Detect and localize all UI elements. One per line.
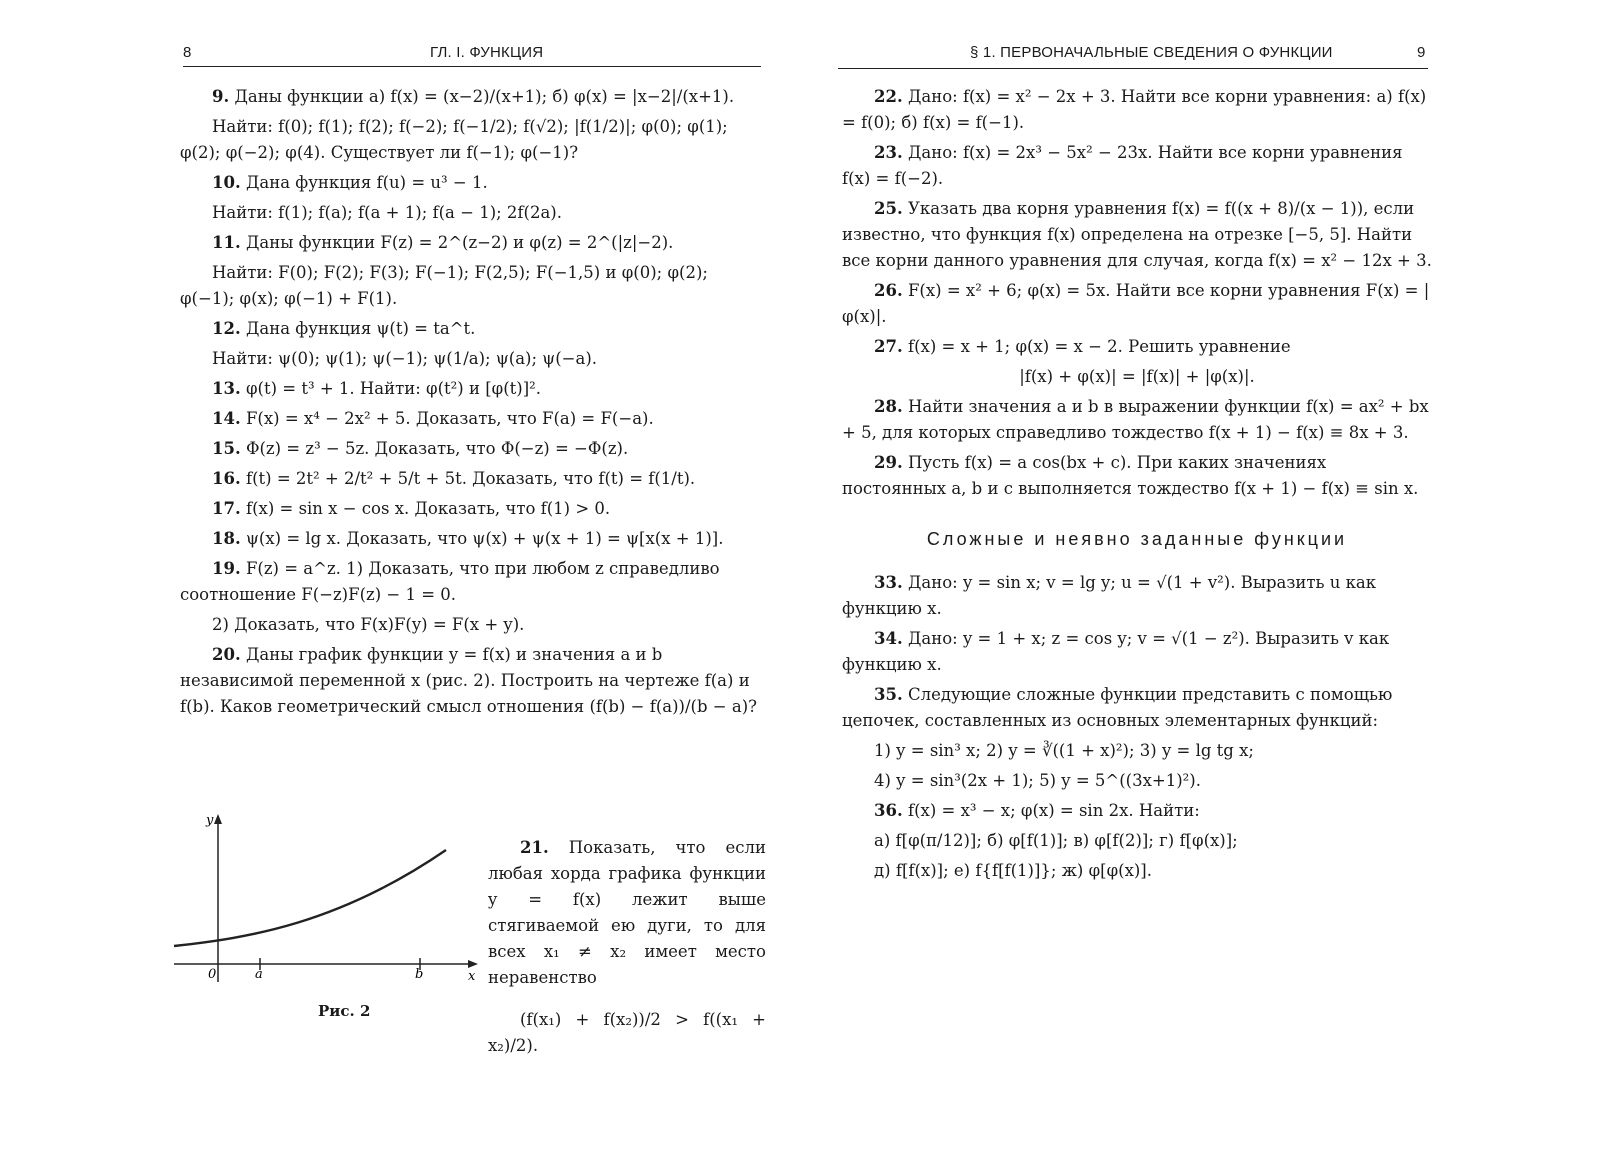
problem-number: 18. [212,529,241,548]
problem-text: |f(x) + φ(x)| = |f(x)| + |φ(x)|. [1019,367,1255,386]
problem-number: 22. [874,87,903,106]
problem-line [180,612,765,638]
problem-number: 23. [874,143,903,162]
problem-text: ψ(x) = lg x. Доказать, что ψ(x) + ψ(x + 1) = ψ[x(x + 1)]. [240,529,724,548]
problem-text: Дано: y = 1 + x; z = cos y; v = √(1 − z²). Выразить v как функцию x. [842,629,1390,674]
problem-text: (f(x₁) + f(x₂))/2 > f((x₁ + x₂)/2). [488,1010,766,1055]
problem-number: 26. [874,281,903,300]
problem-text: а) f[φ(π/12)]; б) φ[f(1)]; в) φ[f(2)]; г) f[φ(x)]; [874,831,1238,850]
problem-number: 14. [212,409,241,428]
problem-number: 29. [874,453,903,472]
problem-text: f(x) = sin x − cos x. Доказать, что f(1) > 0. [240,499,611,518]
b-label: b [415,967,424,982]
problem-line [842,278,1432,330]
header-rule-right [838,68,1428,69]
problem-text: Указать два корня уравнения f(x) = f((x + 8)/(x − 1)), если известно, что функция f(x) определена на отрезке [−5, 5]. Найти все корни данного уравнения для случая, когда f(x) = x² − 12x + 3. [842,199,1432,270]
problem-line [180,200,765,226]
problem-number: 33. [874,573,903,592]
problem-text: Даны функции F(z) = 2^(z−2) и φ(z) = 2^(|z|−2). [240,233,674,252]
problem-text: Пусть f(x) = a cos(bx + c). При каких значениях постоянных a, b и c выполняется тождество f(x + 1) − f(x) ≡ sin x. [842,453,1419,498]
problem-line [180,114,765,166]
problem-line [842,140,1432,192]
problem-number: 10. [212,173,241,192]
problem-text: Даны график функции y = f(x) и значения a и b независимой переменной x (рис. 2). Построить на чертеже f(a) и f(b). Каков геометрический смысл отношения (f(b) − f(a))/(b − a)? [180,645,757,716]
problem-text: Дана функция f(u) = u³ − 1. [240,173,488,192]
problem-number: 28. [874,397,903,416]
problem-number: 17. [212,499,241,518]
problem-text: f(x) = x³ − x; φ(x) = sin 2x. Найти: [902,801,1200,820]
problem-number: 9. [212,87,230,106]
problem-number: 20. [212,645,241,664]
problem-line [488,1007,766,1059]
problem-text: Найти: F(0); F(2); F(3); F(−1); F(2,5); F(−1,5) и φ(0); φ(2); φ(−1); φ(x); φ(−1) + F(1). [180,263,708,308]
problem-number: 15. [212,439,241,458]
problem-line [180,556,765,608]
figure-caption: Рис. 2 [318,1002,371,1020]
problem-number: 19. [212,559,241,578]
x-axis-label: x [468,969,476,984]
problem-text: Дано: f(x) = x² − 2x + 3. Найти все корни уравнения: а) f(x) = f(0); б) f(x) = f(−1). [842,87,1427,132]
problem-line [488,835,766,991]
origin-label: 0 [208,967,217,982]
problem-line [842,738,1432,764]
problem-21 [488,818,766,1076]
problem-text: Найти значения a и b в выражении функции f(x) = ax² + bx + 5, для которых справедливо тождество f(x + 1) − f(x) ≡ 8x + 3. [842,397,1429,442]
problem-line [180,230,765,256]
problem-line [842,858,1432,884]
problem-text: 4) y = sin³(2x + 1); 5) y = 5^((3x+1)²). [874,771,1201,790]
problem-text: Показать, что если любая хорда графика функции y = f(x) лежит выше стягиваемой ею дуги, то для всех x₁ ≠ x₂ имеет место неравенство [488,837,766,987]
problem-line [842,364,1432,390]
problem-line [842,798,1432,824]
problem-number: 13. [212,379,241,398]
problem-line [180,496,765,522]
problem-text: 2) Доказать, что F(x)F(y) = F(x + y). [212,615,525,634]
problem-line [180,376,765,402]
right-page [800,0,1600,1150]
x-axis-arrow [468,960,478,968]
function-curve [174,850,446,946]
problem-line [180,436,765,462]
y-axis-arrow [214,814,222,824]
left-problems [180,84,765,724]
problem-number: 36. [874,801,903,820]
problem-line [842,84,1432,136]
problem-number: 35. [874,685,903,704]
problem-line [842,768,1432,794]
problem-text: Φ(z) = z³ − 5z. Доказать, что Φ(−z) = −Φ(z). [240,439,629,458]
page-number-right: 9 [1417,44,1426,61]
problem-text: Дано: f(x) = 2x³ − 5x² − 23x. Найти все корни уравнения f(x) = f(−2). [842,143,1403,188]
problem-text: Найти: ψ(0); ψ(1); ψ(−1); ψ(1/a); ψ(a); ψ(−a). [212,349,598,368]
problem-text: д) f[f(x)]; е) f{f[f(1)]}; ж) φ[φ(x)]. [874,861,1152,880]
a-label: a [255,967,263,982]
problem-line [842,570,1432,622]
problem-text: Даны функции а) f(x) = (x−2)/(x+1); б) φ(x) = |x−2|/(x+1). [229,87,735,106]
problem-line [842,450,1432,502]
problem-line [842,626,1432,678]
problem-text: Дано: y = sin x; v = lg y; u = √(1 + v²). Выразить u как функцию x. [842,573,1377,618]
problem-number: 12. [212,319,241,338]
problem-line [180,260,765,312]
problem-line [180,406,765,432]
problem-text: F(z) = a^z. 1) Доказать, что при любом z справедливо соотношение F(−z)F(z) − 1 = 0. [180,559,720,604]
problem-line [842,682,1432,734]
running-head-left: ГЛ. I. ФУНКЦИЯ [430,44,544,61]
problem-text: Дана функция ψ(t) = ta^t. [240,319,476,338]
problem-line [180,466,765,492]
section-title: Сложные и неявно заданные функции [926,529,1348,549]
problem-line [180,316,765,342]
figure-2-graph [168,812,488,997]
right-problems [842,84,1432,888]
problem-number: 25. [874,199,903,218]
problem-text: 1) y = sin³ x; 2) y = ∛((1 + x)²); 3) y = lg tg x; [874,741,1254,760]
problem-number: 34. [874,629,903,648]
problem-number: 21. [520,837,549,857]
problem-text: φ(t) = t³ + 1. Найти: φ(t²) и [φ(t)]². [240,379,541,398]
problem-text: F(x) = x² + 6; φ(x) = 5x. Найти все корни уравнения F(x) = |φ(x)|. [842,281,1430,326]
problem-text: f(t) = 2t² + 2/t² + 5/t + 5t. Доказать, что f(t) = f(1/t). [240,469,696,488]
problem-text: Найти: f(0); f(1); f(2); f(−2); f(−1/2); f(√2); |f(1/2)|; φ(0); φ(1); φ(2); φ(−2); φ(4). Существует ли f(−1); φ(−1)? [180,117,728,162]
page-number-left: 8 [183,44,192,61]
problem-number: 16. [212,469,241,488]
problem-number: 11. [212,233,241,252]
problem-line [180,170,765,196]
problem-line [842,196,1432,274]
problem-line [180,84,765,110]
problem-line [842,828,1432,854]
problem-line [842,334,1432,360]
problem-line [180,346,765,372]
header-rule-left [183,66,761,67]
y-axis-label: y [206,813,214,828]
problem-text: F(x) = x⁴ − 2x² + 5. Доказать, что F(a) = F(−a). [240,409,654,428]
running-head-right: § 1. ПЕРВОНАЧАЛЬНЫЕ СВЕДЕНИЯ О ФУНКЦИИ [970,44,1333,61]
problem-text: f(x) = x + 1; φ(x) = x − 2. Решить уравнение [902,337,1291,356]
problem-line [842,394,1432,446]
problem-number: 27. [874,337,903,356]
problem-line [180,526,765,552]
problem-text: Следующие сложные функции представить с помощью цепочек, составленных из основных элементарных функций: [842,685,1393,730]
problem-text: Найти: f(1); f(a); f(a + 1); f(a − 1); 2f(2a). [212,203,562,222]
problem-line [180,642,765,720]
